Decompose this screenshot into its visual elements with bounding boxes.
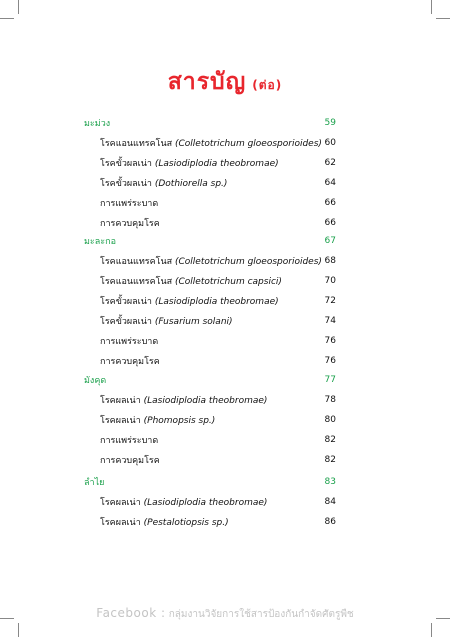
- entry-label: [100, 274, 322, 288]
- toc-entry[interactable]: [100, 155, 336, 171]
- entry-page: 86: [324, 517, 336, 527]
- entry-page: 68: [324, 256, 336, 266]
- toc-section[interactable]: [84, 372, 336, 388]
- entry-label: [100, 354, 322, 368]
- toc-section[interactable]: [84, 474, 336, 490]
- page-title: [0, 64, 450, 100]
- toc-entry[interactable]: [100, 412, 336, 428]
- toc-entry[interactable]: [100, 514, 336, 530]
- section-label: มังคุด: [84, 376, 107, 386]
- entry-page: 60: [324, 138, 336, 148]
- entry-page: 84: [324, 497, 336, 507]
- entry-page: 76: [324, 356, 336, 366]
- entry-scientific-name: (Lasiodiplodia theobromae): [143, 396, 268, 406]
- crop-mark: [431, 0, 432, 14]
- crop-mark: [436, 18, 450, 19]
- entry-page: 82: [324, 435, 336, 445]
- entry-label: [100, 196, 322, 210]
- section-label: ลำไย: [84, 478, 105, 488]
- entry-label: [100, 314, 322, 328]
- toc-section[interactable]: [84, 233, 336, 249]
- toc-entry[interactable]: [100, 293, 336, 309]
- entry-title: โรคแอนแทรคโนส: [100, 257, 173, 267]
- entry-label: [100, 515, 322, 529]
- entry-title: โรคแอนแทรคโนส: [100, 139, 173, 149]
- toc-entry[interactable]: [100, 253, 336, 269]
- entry-title: การแพร่ระบาด: [100, 337, 159, 347]
- entry-title: การควบคุมโรค: [100, 219, 160, 229]
- entry-page: 62: [324, 158, 336, 168]
- toc-entry[interactable]: [100, 175, 336, 191]
- entry-title: โรคขั้วผลเน่า: [100, 297, 152, 307]
- section-page: 77: [324, 375, 336, 385]
- entry-label: [100, 136, 322, 150]
- entry-label: [100, 216, 322, 230]
- entry-title: โรคผลเน่า: [100, 518, 141, 528]
- entry-title: โรคแอนแทรคโนส: [100, 277, 173, 287]
- entry-title: โรคผลเน่า: [100, 416, 141, 426]
- entry-title: การแพร่ระบาด: [100, 199, 159, 209]
- section-page: 83: [324, 477, 336, 487]
- toc-entry[interactable]: [100, 135, 336, 151]
- entry-scientific-name: (Phomopsis sp.): [143, 416, 216, 426]
- section-label: มะละกอ: [84, 237, 116, 247]
- crop-mark: [18, 0, 19, 14]
- entry-scientific-name: (Dothiorella sp.): [154, 179, 228, 189]
- entry-title: โรคขั้วผลเน่า: [100, 179, 152, 189]
- toc-entry[interactable]: [100, 432, 336, 448]
- entry-label: [100, 495, 322, 509]
- toc-entry[interactable]: [100, 494, 336, 510]
- entry-page: 66: [324, 198, 336, 208]
- entry-page: 76: [324, 336, 336, 346]
- entry-title: การควบคุมโรค: [100, 357, 160, 367]
- section-page: 67: [324, 236, 336, 246]
- entry-title: การควบคุมโรค: [100, 456, 160, 466]
- entry-page: 64: [324, 178, 336, 188]
- entry-scientific-name: (Lasiodiplodia theobromae): [143, 498, 268, 508]
- entry-label: [100, 453, 322, 467]
- toc-entry[interactable]: [100, 333, 336, 349]
- entry-label: [100, 393, 322, 407]
- entry-page: 66: [324, 218, 336, 228]
- entry-title: โรคขั้วผลเน่า: [100, 317, 152, 327]
- toc-entry[interactable]: [100, 452, 336, 468]
- footer-text: กลุ่มงานวิจัยการใช้สารป้องกันกำจัดศัตรูพืช: [168, 609, 354, 620]
- entry-page: 70: [324, 276, 336, 286]
- section-page: 59: [324, 118, 336, 128]
- toc-entry[interactable]: [100, 353, 336, 369]
- footer: [0, 606, 450, 622]
- entry-label: [100, 156, 322, 170]
- crop-mark: [431, 623, 432, 637]
- entry-label: [100, 254, 322, 268]
- title-main: สารบัญ: [167, 69, 247, 95]
- entry-scientific-name: (Colletotrichum capsici): [175, 277, 282, 287]
- crop-mark: [18, 623, 19, 637]
- crop-mark: [0, 18, 14, 19]
- entry-page: 80: [324, 415, 336, 425]
- toc-entry[interactable]: [100, 392, 336, 408]
- entry-scientific-name: (Colletotrichum gloeosporioides): [175, 139, 322, 149]
- toc-entry[interactable]: [100, 273, 336, 289]
- section-label: มะม่วง: [84, 119, 111, 129]
- toc-entry[interactable]: [100, 313, 336, 329]
- entry-label: [100, 334, 322, 348]
- title-sub: (ต่อ): [252, 78, 283, 92]
- entry-title: การแพร่ระบาด: [100, 436, 159, 446]
- entry-scientific-name: (Lasiodiplodia theobromae): [154, 297, 279, 307]
- entry-title: โรคผลเน่า: [100, 498, 141, 508]
- footer-prefix: Facebook :: [96, 606, 166, 620]
- entry-title: โรคขั้วผลเน่า: [100, 159, 152, 169]
- entry-scientific-name: (Colletotrichum gloeosporioides): [175, 257, 322, 267]
- toc-section[interactable]: [84, 115, 336, 131]
- entry-page: 74: [324, 316, 336, 326]
- entry-scientific-name: (Pestalotiopsis sp.): [143, 518, 229, 528]
- entry-title: โรคผลเน่า: [100, 396, 141, 406]
- entry-scientific-name: (Lasiodiplodia theobromae): [154, 159, 279, 169]
- entry-page: 82: [324, 455, 336, 465]
- entry-label: [100, 413, 322, 427]
- entry-page: 72: [324, 296, 336, 306]
- toc-entry[interactable]: [100, 215, 336, 231]
- toc-entry[interactable]: [100, 195, 336, 211]
- entry-label: [100, 294, 322, 308]
- entry-label: [100, 433, 322, 447]
- entry-scientific-name: (Fusarium solani): [154, 317, 233, 327]
- entry-page: 78: [324, 395, 336, 405]
- entry-label: [100, 176, 322, 190]
